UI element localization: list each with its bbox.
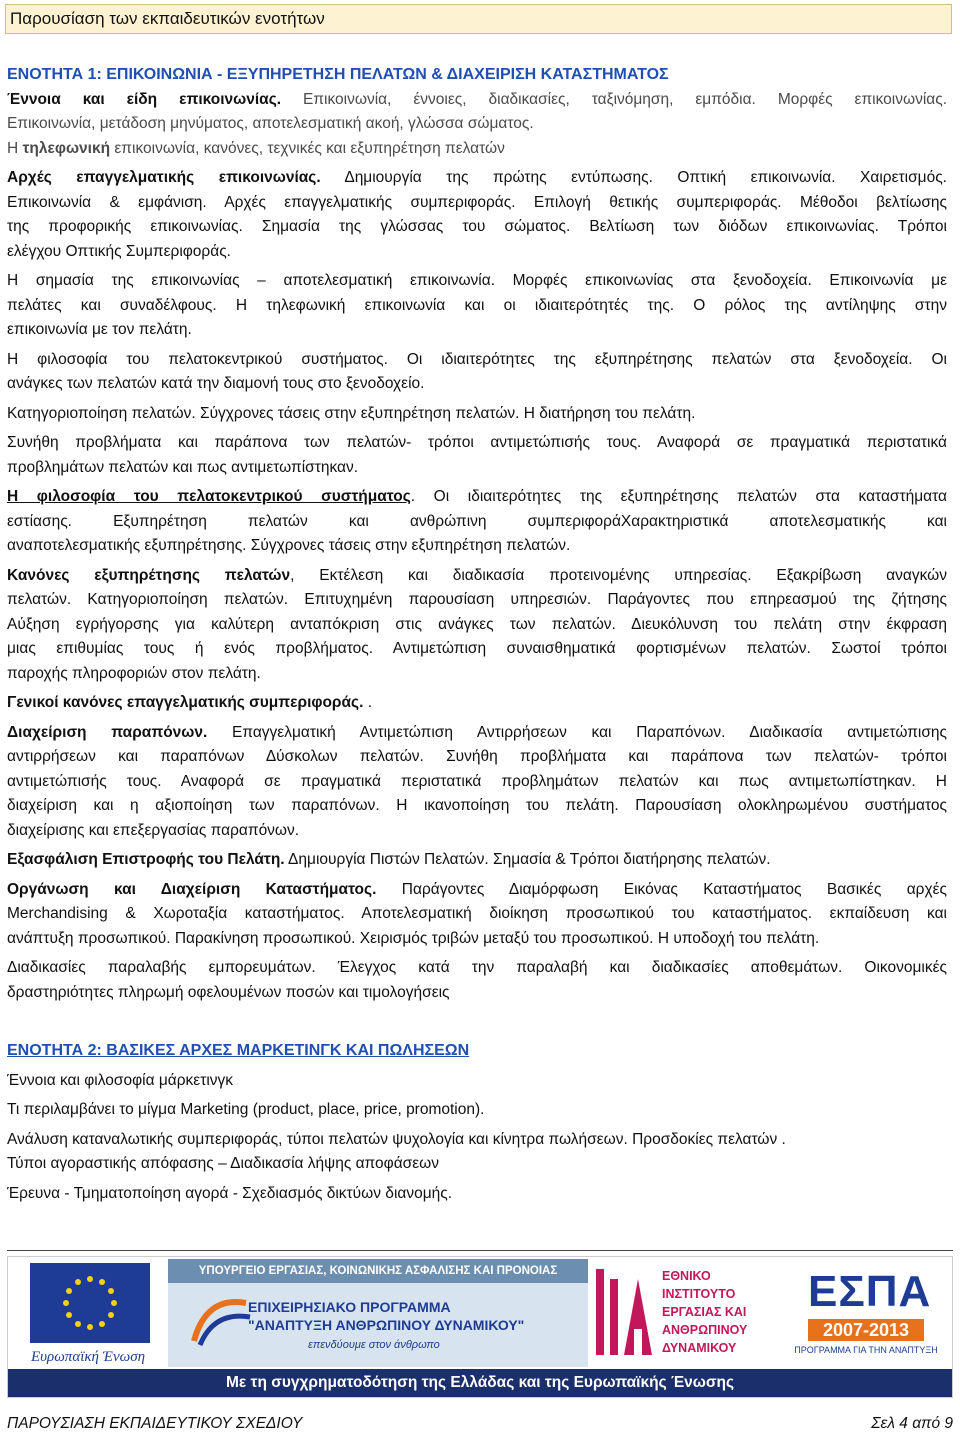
p9-text: .	[363, 694, 373, 711]
funding-banner	[7, 1256, 953, 1398]
p11-text: Δημιουργία Πιστών Πελατών. Σημασία & Τρόποι διατήρησης πελατών.	[284, 851, 771, 868]
p10-line2: αντιρρήσεων και παραπόνων Δύσκολων πελατών. Συνήθη προβλήματα και παράπονα των πελατών- τρόποι	[7, 748, 947, 765]
p1-bold: Έννοια και είδη επικοινωνίας.	[7, 90, 282, 108]
p7-line1	[7, 485, 947, 510]
p8-bold: Κανόνες εξυπηρέτησης πελατών	[7, 566, 291, 584]
p12-text: Παράγοντες Διαμόρφωση Εικόνας Καταστήματος Βασικές αρχές	[376, 880, 947, 898]
espa-subtitle: ΠΡΟΓΡΑΜΜΑ ΓΙΑ ΤΗΝ ΑΝΑΠΤΥΞΗ	[794, 1345, 938, 1355]
p6-line1: Συνήθη προβλήματα και παράπονα των πελατών- τρόποι αντιμετώπισής τους. Αναφορά σε πραγματικά περιστατικά	[7, 434, 947, 451]
p8-line1	[7, 564, 947, 589]
s2-line5: Έρευνα - Τμηματοποίηση αγορά - Σχεδιασμός δικτύων διανομής.	[7, 1184, 453, 1202]
p11-bold: Εξασφάλιση Επιστροφής του Πελάτη.	[7, 851, 285, 868]
program-title: ΕΠΙΧΕΙΡΗΣΙΑΚΟ ΠΡΟΓΡΑΜΜΑ	[248, 1299, 451, 1315]
header-title: Παρουσίαση των εκπαιδευτικών ενοτήτων	[10, 9, 325, 28]
p2-bold: Αρχές επαγγελματικής επικοινωνίας.	[7, 169, 321, 186]
eiead-line4: ΑΝΘΡΩΠΙΝΟΥ	[662, 1323, 748, 1337]
eiead-line2: ΙΝΣΤΙΤΟΥΤΟ	[662, 1287, 736, 1301]
document-body	[7, 63, 947, 1206]
p13-line2: δραστηριότητες πληρωμή οφελουμένων ποσών και τιμολογήσεις	[7, 983, 450, 1001]
program-swirl-icon	[186, 1291, 256, 1351]
p3-line1: Η σημασία της επικοινωνίας – αποτελεσματική επικοινωνία. Μορφές επικοινωνίας στα ξενοδοχεία. Επικοινωνία με	[7, 272, 947, 289]
p10-line5: διαχείρισης και επεξεργασίας παραπόνων.	[7, 821, 300, 839]
p7-text: . Οι ιδιαιτερότητες της εξυπηρέτησης πελατών στα καταστήματα	[410, 488, 947, 505]
p8-line4: μιας επιθυμίας τους ή ενός προβλήματος. Αντιμετώπιση συναισθηματικά φορτισμένων πελατών. Σωστοί τρόποι	[7, 640, 947, 657]
s2-line1: Έννοια και φιλοσοφία μάρκετινγκ	[7, 1071, 234, 1089]
eu-caption: Ευρωπαϊκή Ένωση	[30, 1349, 146, 1365]
p1-line1	[7, 88, 947, 113]
p3-line3: επικοινωνία με τον πελάτη.	[7, 321, 192, 338]
eiead-logo	[592, 1263, 772, 1367]
p6-line2: προβλημάτων πελατών και πως αντιμετωπίστηκαν.	[7, 458, 359, 476]
eiead-line5: ΔΥΝΑΜΙΚΟΥ	[662, 1341, 737, 1355]
p10-text: Επαγγελματική Αντιμετώπιση Αντιρρήσεων και Παραπόνων. Διαδικασία αντιμετώπισης	[207, 723, 947, 741]
s2-line4: Τύποι αγοραστικής απόφασης – Διαδικασία λήψης αποφάσεων	[7, 1155, 439, 1172]
p7-bold: Η φιλοσοφία του πελατοκεντρικού συστήματος	[7, 488, 411, 505]
page-number: Σελ 4 από 9	[871, 1415, 953, 1432]
p12-bold: Οργάνωση και Διαχείριση Καταστήματος.	[7, 880, 377, 898]
section1-title: ΕΝΟΤΗΤΑ 1: ΕΠΙΚΟΙΝΩΝΙΑ - ΕΞΥΠΗΡΕΤΗΣΗ ΠΕΛΑΤΩΝ & ΔΙΑΧΕΙΡΙΣΗ ΚΑΤΑΣΤΗΜΑΤΟΣ	[7, 66, 669, 83]
program-logo	[168, 1259, 588, 1367]
p8-line2: πελατών. Κατηγοριοποίηση πελατών. Επιτυχημένη παρουσίαση υπηρεσιών. Παράγοντες που επηρεασμού της ζήτησης	[7, 591, 947, 608]
p9-bold: Γενικοί κανόνες επαγγελματικής συμπεριφοράς.	[7, 694, 364, 711]
eiead-line3: ΕΡΓΑΣΙΑΣ ΚΑΙ	[662, 1305, 747, 1319]
p12-line2: Merchandising & Χωροταξία καταστήματος. Αποτελεσματική διοίκηση προσωπικού του καταστήματος. εκπαίδευση και	[7, 905, 947, 922]
eiead-mark-icon	[596, 1269, 654, 1355]
p1-line2: Επικοινωνία, μετάδοση μηνύματος, αποτελεσματική ακοή, γλώσσα σώματος.	[7, 115, 534, 132]
p4-line1: Η φιλοσοφία του πελατοκεντρικού συστήματος. Οι ιδιαιτερότητες της εξυπηρέτησης πελατών στα ξενοδοχεία. Οι	[7, 350, 947, 368]
p1-l3-bold: τηλεφωνική	[22, 139, 111, 157]
p8-line5: παροχής πληροφοριών στον πελάτη.	[7, 664, 261, 682]
p7-line3: αναποτελεσματικής εξυπηρέτησης. Σύγχρονες τάσεις στην εξυπηρέτηση πελατών.	[7, 537, 571, 554]
p10-line4: διαχείριση και η αξιοποίηση των παραπόνων. Η ικανοποίηση του πελάτη. Παρουσίαση ολοκληρωμένου συστήματος	[7, 797, 947, 814]
p10-bold: Διαχείριση παραπόνων.	[7, 723, 208, 741]
s2-line3: Ανάλυση καταναλωτικής συμπεριφοράς, τύποι πελατών ψυχολογία και κίνητρα πωλήσεων. Προσδοκίες πελατών .	[7, 1130, 786, 1148]
p1-l3a: Η	[7, 139, 23, 157]
eiead-line1: ΕΘΝΙΚΟ	[662, 1269, 711, 1283]
p8-text: , Εκτέλεση και διαδικασία προτεινομένης υπηρεσίας. Εξακρίβωση αναγκών	[290, 566, 947, 584]
footer-title: ΠΑΡΟΥΣΙΑΣΗ ΕΚΠΑΙΔΕΥΤΙΚΟΥ ΣΧΕΔΙΟΥ	[7, 1415, 303, 1432]
p1-line3	[7, 137, 947, 162]
footer-divider	[7, 1250, 953, 1251]
eu-flag-icon	[30, 1263, 150, 1343]
espa-logo	[778, 1263, 948, 1367]
p2-line2: Επικοινωνία & εμφάνιση. Αρχές επαγγελματικής συμπεριφοράς. Επιλογή θετικής συμπεριφοράς. Μέθοδοι βελτίωσης	[7, 193, 947, 211]
p12-line3: ανάπτυξη προσωπικού. Παρακίνηση προσωπικού. Χειρισμός τριβών μεταξύ του προσωπικού. Η υποδοχή του πελάτη.	[7, 929, 820, 947]
p2-text: Δημιουργία της πρώτης εντύπωσης. Οπτική επικοινωνία. Χαιρετισμός.	[320, 169, 947, 186]
ministry-label: ΥΠΟΥΡΓΕΙΟ ΕΡΓΑΣΙΑΣ, ΚΟΙΝΩΝΙΚΗΣ ΑΣΦΑΛΙΣΗΣ ΚΑΙ ΠΡΟΝΟΙΑΣ	[168, 1259, 588, 1283]
p10-line3: αντιμετώπισής τους. Αναφορά σε πραγματικά περιστατικά προβλημάτων πελατών και πως αντιμετωπίστηκαν. Η	[7, 772, 947, 790]
p2-line3: της προφορικής επικοινωνίας. Σημασία της γλώσσας του σώματος. Βελτίωση των διόδων επικοινωνίας. Τρόποι	[7, 218, 947, 235]
espa-years: 2007-2013	[808, 1319, 924, 1341]
cofunding-motto: Με τη συγχρηματοδότηση της Ελλάδας και της Ευρωπαϊκής Ένωσης	[8, 1369, 952, 1397]
p3-line2: πελάτες και συναδέλφους. Η τηλεφωνική επικοινωνία και οι ιδιαιτερότητές της. Ο ρόλος της αντίληψης στην	[7, 296, 947, 314]
p2-line1	[7, 166, 947, 191]
program-slogan: επενδύουμε στον άνθρωπο	[308, 1339, 440, 1351]
program-name: "ΑΝΑΠΤΥΞΗ ΑΝΘΡΩΠΙΝΟΥ ΔΥΝΑΜΙΚΟΥ"	[248, 1317, 525, 1333]
p10-line1	[7, 721, 947, 746]
p9-line1	[7, 691, 947, 716]
section2-title: ΕΝΟΤΗΤΑ 2: ΒΑΣΙΚΕΣ ΑΡΧΕΣ ΜΑΡΚΕΤΙΝΓΚ ΚΑΙ ΠΩΛΗΣΕΩΝ	[7, 1042, 470, 1059]
p13-line1: Διαδικασίες παραλαβής εμπορευμάτων. Έλεγχος κατά την παραλαβή και διαδικασίες αποθεμάτων. Οικονομικές	[7, 959, 947, 976]
p11-line1	[7, 848, 947, 873]
p1-l3c: επικοινωνία, κανόνες, τεχνικές και εξυπηρέτηση πελατών	[110, 139, 505, 157]
p2-line4: ελέγχου Οπτικής Συμπεριφοράς.	[7, 242, 231, 260]
s2-line2: Τι περιλαμβάνει το μίγμα Marketing (product, place, price, promotion).	[7, 1101, 485, 1118]
p5-line1: Κατηγοριοποίηση πελατών. Σύγχρονες τάσεις στην εξυπηρέτηση πελατών. Η διατήρηση του πελάτη.	[7, 404, 696, 422]
p4-line2: ανάγκες των πελατών κατά την διαμονή τους στο ξενοδοχείο.	[7, 375, 425, 392]
espa-wordmark: ΕΣΠΑ	[808, 1267, 932, 1316]
p12-line1	[7, 878, 947, 903]
p1-text: Επικοινωνία, έννοιες, διαδικασίες, ταξινόμηση, εμπόδια. Μορφές επικοινωνίας.	[281, 90, 947, 108]
section-header	[5, 4, 952, 34]
p7-line2: εστίασης. Εξυπηρέτηση πελατών και ανθρώπινη συμπεριφοράΧαρακτηριστικά αποτελεσματικής και	[7, 512, 947, 530]
p8-line3: Αύξηση εγρήγορσης για καλύτερη ανταπόκριση στις ανάγκες των πελατών. Διευκόλυνση του πελάτη στην έκφραση	[7, 615, 947, 633]
